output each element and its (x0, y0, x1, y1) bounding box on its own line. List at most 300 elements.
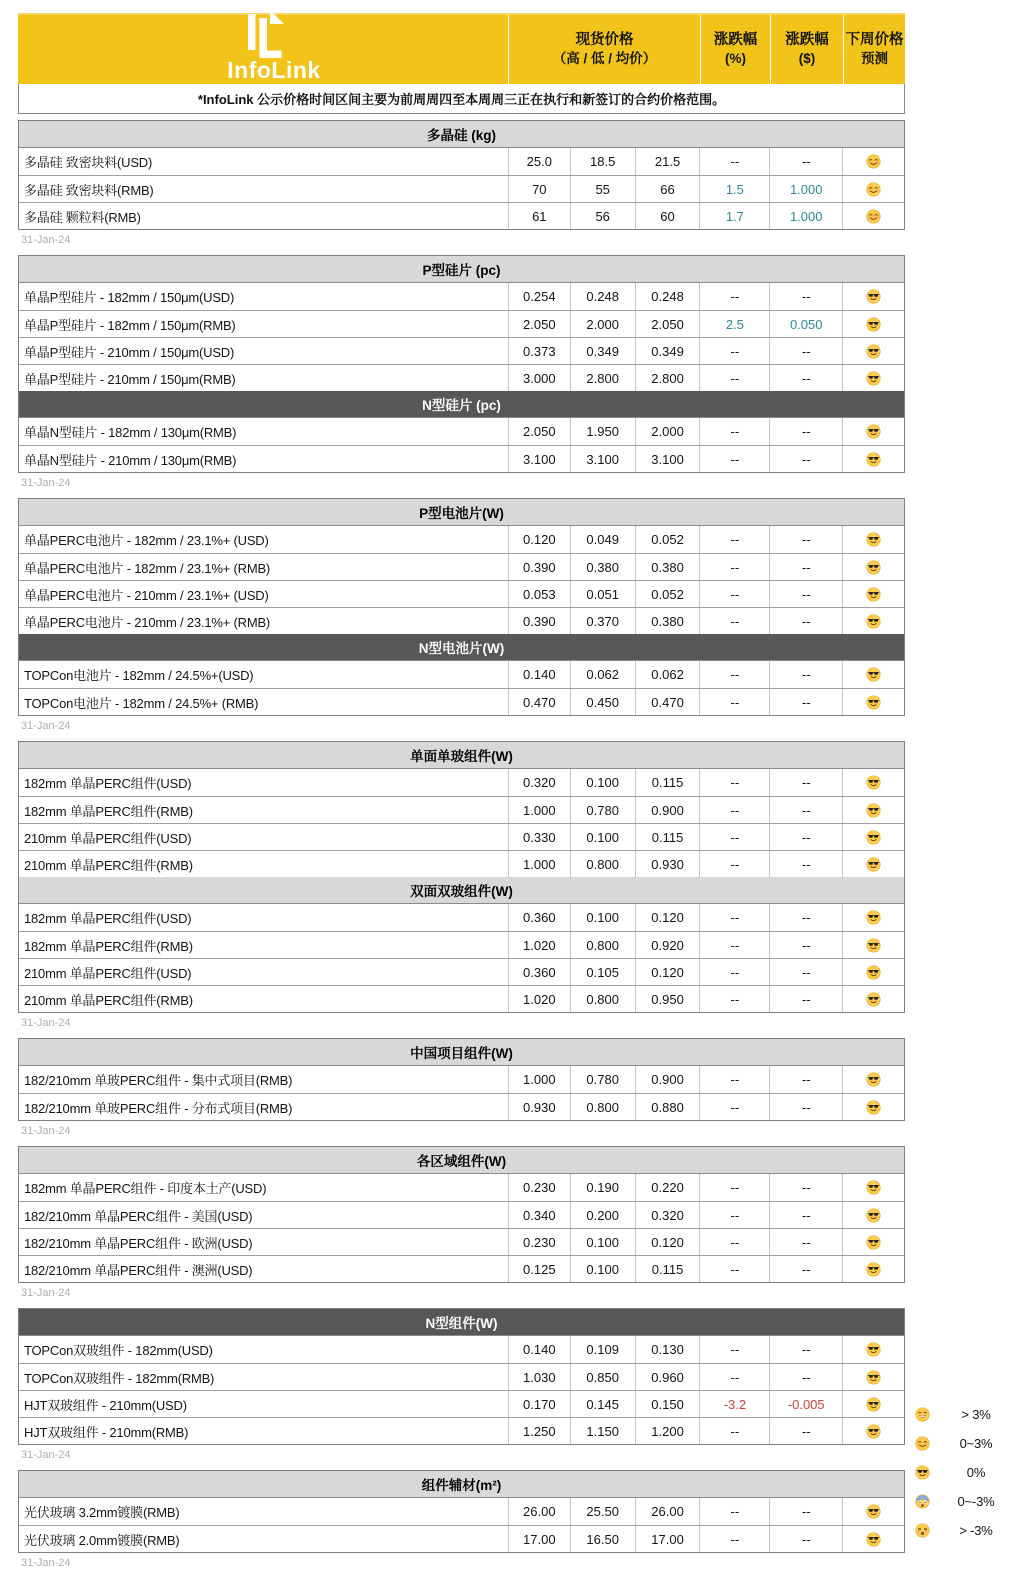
price-block (18, 498, 905, 716)
price-avg-cell: 0.150 (635, 1391, 700, 1417)
price-avg-cell: 0.062 (635, 661, 700, 688)
section-header: P型电池片(W) (19, 499, 904, 526)
forecast-cell (842, 1526, 904, 1552)
forecast-cell (842, 689, 904, 715)
price-high-cell: 2.050 (508, 311, 570, 337)
section-header: 多晶硅 (kg) (19, 121, 904, 148)
change-usd-cell: -- (769, 1256, 842, 1282)
section-header: 组件辅材(m²) (19, 1471, 904, 1498)
change-usd-unit: ($) (798, 51, 816, 66)
price-low-cell: 0.190 (570, 1174, 635, 1201)
price-high-cell: 0.230 (508, 1174, 570, 1201)
forecast-legend (906, 1400, 1022, 1545)
forecast-cell (842, 176, 904, 202)
price-high-cell: 0.470 (508, 689, 570, 715)
cool-emoji-icon (866, 1397, 881, 1412)
price-low-cell: 0.051 (570, 581, 635, 607)
section-header: 各区域组件(W) (19, 1147, 904, 1174)
price-high-cell: 1.000 (508, 851, 570, 877)
table-row (19, 823, 904, 850)
price-high-cell: 0.320 (508, 769, 570, 796)
legend-item (906, 1458, 1022, 1487)
forecast-cell (842, 1256, 904, 1282)
change-pct-cell: -- (699, 1202, 769, 1228)
forecast-cell (842, 1174, 904, 1201)
change-pct-cell: -- (699, 1364, 769, 1390)
change-pct-cell: -- (699, 581, 769, 607)
price-high-cell: 0.390 (508, 554, 570, 580)
price-block (18, 741, 905, 1013)
change-pct-cell: -- (699, 338, 769, 364)
row-label: HJT双玻组件 - 210mm(RMB) (24, 1424, 189, 1440)
change-pct-cell: -- (699, 824, 769, 850)
table-row (19, 1201, 904, 1228)
price-avg-cell: 2.800 (635, 365, 700, 391)
change-pct-cell: -- (699, 446, 769, 472)
change-pct-cell: -- (699, 526, 769, 553)
date-label: 31-Jan-24 (21, 720, 71, 732)
forecast-cell (842, 932, 904, 958)
row-label: 单晶P型硅片 - 210mm / 150μm(USD) (24, 344, 235, 360)
forecast-cell (842, 338, 904, 364)
change-pct-cell: -- (699, 554, 769, 580)
forecast-cell (842, 959, 904, 985)
price-avg-cell: 3.100 (635, 446, 700, 472)
section-header: 双面双玻组件(W) (19, 877, 904, 904)
price-low-cell: 0.109 (570, 1336, 635, 1363)
section-header: N型硅片 (pc) (19, 391, 904, 418)
price-high-cell: 1.020 (508, 986, 570, 1012)
cool-emoji-icon (866, 1532, 881, 1547)
price-high-cell: 1.000 (508, 1066, 570, 1093)
cool-emoji-icon (866, 1208, 881, 1223)
price-low-cell: 55 (570, 176, 635, 202)
table-row (19, 1525, 904, 1552)
date-label: 31-Jan-24 (21, 1287, 71, 1299)
price-high-cell: 3.000 (508, 365, 570, 391)
price-high-cell: 25.0 (508, 148, 570, 175)
cool-emoji-icon (866, 1100, 881, 1115)
legend-label: 0% (966, 1465, 986, 1480)
cool-emoji-icon (866, 910, 881, 925)
change-pct-title: 涨跌幅 (713, 32, 758, 48)
price-low-cell: 0.145 (570, 1391, 635, 1417)
price-avg-cell: 0.930 (635, 851, 700, 877)
row-label: 182mm 单晶PERC组件(USD) (24, 776, 192, 791)
date-label: 31-Jan-24 (21, 1557, 71, 1569)
price-high-cell: 0.254 (508, 283, 570, 310)
table-row (19, 850, 904, 877)
smile-emoji-icon (866, 154, 881, 169)
change-usd-cell: -- (769, 1229, 842, 1255)
cool-emoji-icon (866, 938, 881, 953)
change-usd-cell: -- (769, 365, 842, 391)
change-usd-cell: -- (769, 446, 842, 472)
change-pct-cell: 1.7 (699, 203, 769, 229)
smile-emoji-icon (866, 209, 881, 224)
price-low-cell: 56 (570, 203, 635, 229)
row-label: TOPCon电池片 - 182mm / 24.5%+ (RMB) (24, 695, 259, 711)
change-pct-cell: -- (699, 959, 769, 985)
price-avg-cell: 0.950 (635, 986, 700, 1012)
price-high-cell: 70 (508, 176, 570, 202)
price-avg-cell: 0.900 (635, 1066, 700, 1093)
row-label: 光伏玻璃 2.0mm镀膜(RMB) (24, 1532, 180, 1548)
price-high-cell: 0.053 (508, 581, 570, 607)
change-pct-cell: -- (699, 1418, 769, 1444)
cool-emoji-icon (866, 1342, 881, 1357)
change-pct-cell: 2.5 (699, 311, 769, 337)
legend-item (906, 1429, 1022, 1458)
row-label: 多晶硅 致密块料(USD) (24, 155, 153, 170)
cool-emoji-icon (866, 560, 881, 575)
column-header-spot-price (508, 15, 700, 84)
date-label: 31-Jan-24 (21, 234, 71, 246)
price-high-cell: 0.170 (508, 1391, 570, 1417)
cool-emoji-icon (866, 344, 881, 359)
price-high-cell: 0.340 (508, 1202, 570, 1228)
price-low-cell: 1.150 (570, 1418, 635, 1444)
infolink-logo-icon (246, 6, 292, 58)
upset-emoji-icon (915, 1523, 930, 1538)
change-usd-cell: -0.005 (769, 1391, 842, 1417)
section-header: 单面单玻组件(W) (19, 742, 904, 769)
table-row (19, 796, 904, 823)
table-row (19, 283, 904, 310)
price-low-cell: 0.049 (570, 526, 635, 553)
price-high-cell: 1.250 (508, 1418, 570, 1444)
price-period-note: *InfoLink 公示价格时间区间主要为前周周四至本周周三正在执行和新签订的合约价格范围。 (18, 84, 905, 114)
date-label: 31-Jan-24 (21, 1125, 71, 1137)
price-high-cell: 1.030 (508, 1364, 570, 1390)
table-row (19, 1066, 904, 1093)
table-row (19, 688, 904, 715)
row-label: 182mm 单晶PERC组件(RMB) (24, 803, 193, 819)
legend-item (906, 1487, 1022, 1516)
change-pct-cell: -- (699, 418, 769, 445)
price-avg-cell: 0.380 (635, 608, 700, 634)
change-pct-cell: -- (699, 797, 769, 823)
price-avg-cell: 0.349 (635, 338, 700, 364)
row-label: 182mm 单晶PERC组件(USD) (24, 911, 192, 926)
row-label: 单晶N型硅片 - 210mm / 130μm(RMB) (24, 452, 237, 468)
price-avg-cell: 0.052 (635, 526, 700, 553)
price-high-cell: 0.390 (508, 608, 570, 634)
forecast-cell (842, 365, 904, 391)
legend-label: > -3% (959, 1523, 993, 1538)
change-usd-cell: -- (769, 797, 842, 823)
change-pct-cell: -- (699, 851, 769, 877)
change-usd-cell: -- (769, 338, 842, 364)
cool-emoji-icon (866, 317, 881, 332)
price-avg-cell: 0.130 (635, 1336, 700, 1363)
table-row (19, 1363, 904, 1390)
cool-emoji-icon (866, 857, 881, 872)
date-label: 31-Jan-24 (21, 1449, 71, 1461)
change-usd-cell: -- (769, 851, 842, 877)
table-row (19, 1498, 904, 1525)
forecast-cell (842, 1066, 904, 1093)
table-row (19, 175, 904, 202)
price-low-cell: 0.100 (570, 904, 635, 931)
change-pct-cell: -- (699, 1229, 769, 1255)
forecast-cell (842, 851, 904, 877)
cool-emoji-icon (866, 775, 881, 790)
column-header-change-pct (700, 15, 770, 84)
section-header: N型组件(W) (19, 1309, 904, 1336)
change-pct-cell: -- (699, 1498, 769, 1525)
change-usd-cell: 1.000 (769, 203, 842, 229)
cool-emoji-icon (866, 695, 881, 710)
price-high-cell: 0.373 (508, 338, 570, 364)
cool-emoji-icon (866, 1235, 881, 1250)
change-usd-cell: -- (769, 418, 842, 445)
brand-name: InfoLink (227, 56, 321, 83)
table-row (19, 1336, 904, 1363)
price-avg-cell: 0.320 (635, 1202, 700, 1228)
change-pct-cell: -- (699, 365, 769, 391)
smile-emoji-icon (866, 182, 881, 197)
table-row (19, 148, 904, 175)
price-high-cell: 17.00 (508, 1526, 570, 1552)
column-header-forecast (843, 15, 905, 84)
cool-emoji-icon (866, 667, 881, 682)
change-usd-cell: 0.050 (769, 311, 842, 337)
section-header: P型硅片 (pc) (19, 256, 904, 283)
price-avg-cell: 0.052 (635, 581, 700, 607)
price-avg-cell: 0.920 (635, 932, 700, 958)
table-row (19, 985, 904, 1012)
price-high-cell: 0.140 (508, 661, 570, 688)
table-row (19, 580, 904, 607)
price-sheet (18, 13, 905, 1576)
price-low-cell: 0.349 (570, 338, 635, 364)
row-label: 多晶硅 致密块料(RMB) (24, 182, 154, 198)
change-pct-cell: 1.5 (699, 176, 769, 202)
price-avg-cell: 0.120 (635, 959, 700, 985)
change-usd-cell: -- (769, 581, 842, 607)
price-block (18, 1038, 905, 1121)
change-usd-cell: -- (769, 932, 842, 958)
price-high-cell: 0.360 (508, 904, 570, 931)
forecast-cell (842, 554, 904, 580)
change-pct-cell: -- (699, 904, 769, 931)
legend-item (906, 1516, 1022, 1545)
price-low-cell: 2.800 (570, 365, 635, 391)
cool-emoji-icon (866, 452, 881, 467)
row-label: TOPCon双玻组件 - 182mm(USD) (24, 1343, 213, 1358)
forecast-cell (842, 661, 904, 688)
row-label: 182mm 单晶PERC组件(RMB) (24, 938, 193, 954)
change-usd-cell: 1.000 (769, 176, 842, 202)
cool-emoji-icon (866, 289, 881, 304)
change-usd-cell: -- (769, 1066, 842, 1093)
price-block (18, 255, 905, 473)
cool-emoji-icon (866, 587, 881, 602)
price-avg-cell: 60 (635, 203, 700, 229)
row-label: 单晶P型硅片 - 182mm / 150μm(USD) (24, 290, 235, 305)
legend-label: 0~-3% (957, 1494, 995, 1509)
change-pct-cell: -- (699, 1526, 769, 1552)
price-high-cell: 1.000 (508, 797, 570, 823)
row-label: 单晶PERC电池片 - 182mm / 23.1%+ (RMB) (24, 560, 271, 576)
forecast-cell (842, 1498, 904, 1525)
price-avg-cell: 0.900 (635, 797, 700, 823)
change-usd-cell: -- (769, 1094, 842, 1120)
change-pct-cell: -- (699, 283, 769, 310)
price-avg-cell: 21.5 (635, 148, 700, 175)
change-usd-cell: -- (769, 986, 842, 1012)
change-pct-cell: -3.2 (699, 1391, 769, 1417)
row-label: 单晶PERC电池片 - 182mm / 23.1%+ (USD) (24, 533, 269, 548)
cool-emoji-icon (866, 1262, 881, 1277)
price-low-cell: 0.100 (570, 1256, 635, 1282)
price-high-cell: 0.360 (508, 959, 570, 985)
price-avg-cell: 0.115 (635, 769, 700, 796)
price-low-cell: 18.5 (570, 148, 635, 175)
cool-emoji-icon (866, 965, 881, 980)
price-low-cell: 0.780 (570, 1066, 635, 1093)
price-low-cell: 0.100 (570, 769, 635, 796)
table-row (19, 1390, 904, 1417)
price-low-cell: 0.850 (570, 1364, 635, 1390)
table-row (19, 607, 904, 634)
row-label: 210mm 单晶PERC组件(RMB) (24, 992, 193, 1008)
spot-price-title: 现货价格 (575, 32, 634, 48)
change-usd-cell: -- (769, 904, 842, 931)
price-low-cell: 3.100 (570, 446, 635, 472)
price-block (18, 1308, 905, 1445)
row-label: 单晶N型硅片 - 182mm / 130μm(RMB) (24, 425, 237, 440)
change-usd-title: 涨跌幅 (785, 32, 829, 48)
change-usd-cell: -- (769, 1364, 842, 1390)
cool-emoji-icon (915, 1465, 930, 1480)
price-low-cell: 0.800 (570, 851, 635, 877)
change-usd-cell: -- (769, 1526, 842, 1552)
row-label: 光伏玻璃 3.2mm镀膜(RMB) (24, 1505, 180, 1520)
table-row (19, 661, 904, 688)
price-high-cell: 2.050 (508, 418, 570, 445)
section-header: 中国项目组件(W) (19, 1039, 904, 1066)
row-label: 单晶P型硅片 - 182mm / 150μm(RMB) (24, 317, 236, 333)
change-pct-cell: -- (699, 689, 769, 715)
spot-price-subtitle: （高 / 低 / 均价） (552, 51, 657, 66)
forecast-cell (842, 608, 904, 634)
row-label: 单晶PERC电池片 - 210mm / 23.1%+ (RMB) (24, 614, 271, 630)
date-label: 31-Jan-24 (21, 477, 71, 489)
change-usd-cell: -- (769, 283, 842, 310)
price-avg-cell: 0.380 (635, 554, 700, 580)
forecast-cell (842, 824, 904, 850)
price-block (18, 1470, 905, 1553)
table-row (19, 418, 904, 445)
forecast-cell (842, 526, 904, 553)
fear-emoji-icon (915, 1494, 930, 1509)
price-avg-cell: 0.470 (635, 689, 700, 715)
date-label: 31-Jan-24 (21, 1017, 71, 1029)
row-label: TOPCon电池片 - 182mm / 24.5%+(USD) (24, 668, 254, 683)
brand-header-cell (18, 15, 508, 94)
table-row (19, 958, 904, 985)
row-label: 多晶硅 颗粒料(RMB) (24, 209, 141, 225)
table-row (19, 904, 904, 931)
row-label: 182/210mm 单晶PERC组件 - 澳洲(USD) (24, 1262, 253, 1278)
price-high-cell: 3.100 (508, 446, 570, 472)
section-header: N型电池片(W) (19, 634, 904, 661)
price-high-cell: 0.125 (508, 1256, 570, 1282)
table-row (19, 337, 904, 364)
cool-emoji-icon (866, 371, 881, 386)
forecast-cell (842, 418, 904, 445)
price-low-cell: 0.100 (570, 1229, 635, 1255)
legend-item (906, 1400, 1022, 1429)
cool-emoji-icon (866, 1180, 881, 1195)
forecast-subtitle: 预测 (861, 51, 888, 66)
forecast-cell (842, 1094, 904, 1120)
change-pct-cell: -- (699, 986, 769, 1012)
change-pct-cell: -- (699, 1256, 769, 1282)
brand-subtitle: CONSULTING (227, 83, 311, 94)
change-usd-cell: -- (769, 148, 842, 175)
price-avg-cell: 1.200 (635, 1418, 700, 1444)
price-low-cell: 0.248 (570, 283, 635, 310)
change-pct-cell: -- (699, 608, 769, 634)
forecast-cell (842, 1364, 904, 1390)
price-avg-cell: 0.120 (635, 1229, 700, 1255)
forecast-cell (842, 148, 904, 175)
forecast-cell (842, 1202, 904, 1228)
table-row (19, 526, 904, 553)
forecast-cell (842, 797, 904, 823)
forecast-cell (842, 1418, 904, 1444)
change-usd-cell: -- (769, 1336, 842, 1363)
row-label: 单晶P型硅片 - 210mm / 150μm(RMB) (24, 371, 236, 387)
price-high-cell: 1.020 (508, 932, 570, 958)
price-avg-cell: 0.120 (635, 904, 700, 931)
change-usd-cell: -- (769, 661, 842, 688)
table-row (19, 769, 904, 796)
change-usd-cell: -- (769, 1498, 842, 1525)
forecast-cell (842, 1336, 904, 1363)
price-low-cell: 0.780 (570, 797, 635, 823)
change-pct-cell: -- (699, 1094, 769, 1120)
price-avg-cell: 2.000 (635, 418, 700, 445)
table-row (19, 1228, 904, 1255)
change-pct-cell: -- (699, 148, 769, 175)
forecast-cell (842, 904, 904, 931)
change-pct-cell: -- (699, 932, 769, 958)
price-avg-cell: 0.248 (635, 283, 700, 310)
legend-label: 0~3% (959, 1436, 993, 1451)
price-low-cell: 0.200 (570, 1202, 635, 1228)
price-high-cell: 0.140 (508, 1336, 570, 1363)
row-label: 182/210mm 单玻PERC组件 - 分布式项目(RMB) (24, 1100, 293, 1116)
table-row (19, 1417, 904, 1444)
change-usd-cell: -- (769, 1174, 842, 1201)
forecast-cell (842, 446, 904, 472)
table-row (19, 310, 904, 337)
cool-emoji-icon (866, 424, 881, 439)
price-low-cell: 0.370 (570, 608, 635, 634)
row-label: 182mm 单晶PERC组件 - 印度本土产(USD) (24, 1181, 267, 1196)
price-table-blocks (18, 120, 905, 1571)
cool-emoji-icon (866, 992, 881, 1007)
change-usd-cell: -- (769, 1418, 842, 1444)
forecast-cell (842, 1229, 904, 1255)
price-low-cell: 1.950 (570, 418, 635, 445)
change-pct-cell: -- (699, 661, 769, 688)
cool-emoji-icon (866, 1504, 881, 1519)
